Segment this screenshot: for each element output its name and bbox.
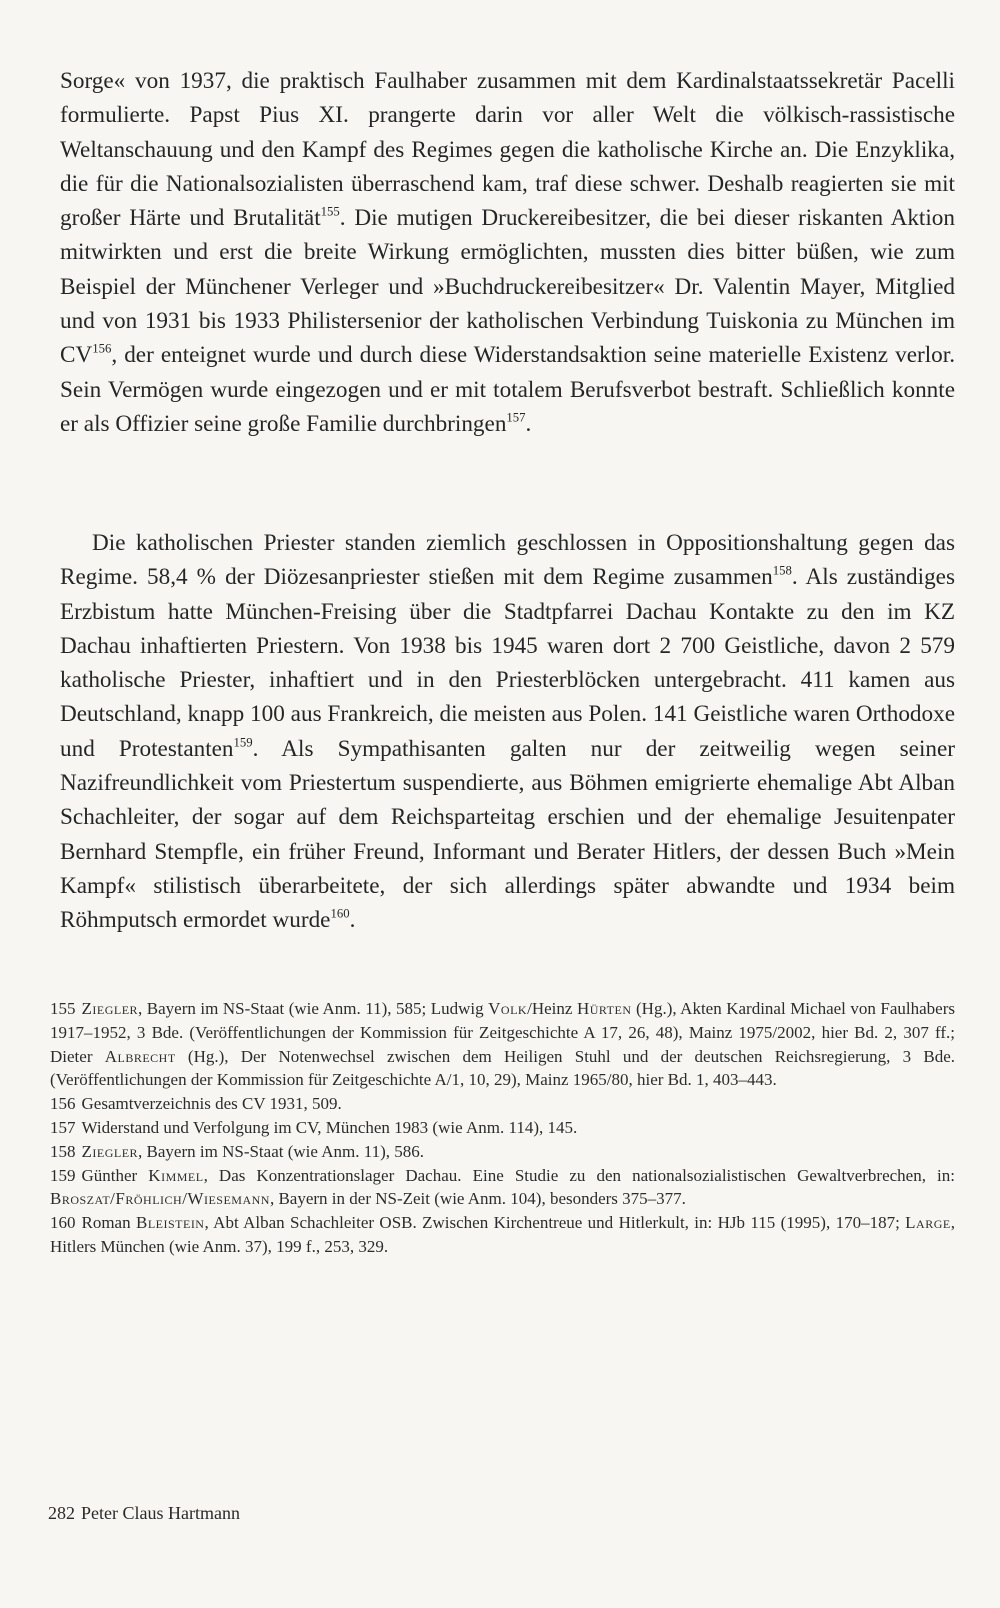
text-span: Widerstand und Verfolgung im CV, München 1983 (wie Anm. 114), 145. xyxy=(81,1117,578,1137)
text-span: . xyxy=(525,410,532,437)
footnote-ref-158[interactable]: 158 xyxy=(772,563,792,578)
text-span: . xyxy=(349,907,356,934)
text-span: . Die mutigen Druckereibesitzer, die bei dieser riskanten Aktion mitwirkten und erst die breite Wirkung ermöglichten, mussten dies bitter büßen, wie zum Beispiel der Münchener Verleger und »Buchdruckereibesitzer« Dr. Valentin Mayer, Mitglied und von 1931 bis 1933 Philistersenior der katholischen Verbindung Tuiskonia zu München im CV xyxy=(60,205,955,369)
text-span: Die katholischen Priester standen ziemlich geschlossen in Oppositionshaltung gegen das Regime. 58,4 % der Diözesanpriester stießen mit dem Regime zusammen xyxy=(60,530,955,591)
text-span: , Hitlers München (wie Anm. 37), 199 f., 253, 329. xyxy=(50,1213,955,1256)
footnote-158 xyxy=(50,1140,955,1164)
footnote-ref-159[interactable]: 159 xyxy=(233,735,253,750)
author-name: Large xyxy=(905,1213,951,1233)
author-name: Hürten xyxy=(576,999,632,1018)
author-name: Ziegler xyxy=(81,1141,139,1161)
text-span: , Bayern im NS-Staat (wie Anm. 11), 585; Ludwig xyxy=(138,999,489,1018)
text-span: , Bayern in der NS-Zeit (wie Anm. 104), besonders 375–377. xyxy=(269,1189,686,1209)
author-name: Albrecht xyxy=(104,1046,176,1066)
body-paragraph-2 xyxy=(60,526,955,938)
text-span: , Abt Alban Schachleiter OSB. Zwischen Kirchentreue und Hitlerkult, in: HJb 115 (1995), 170–187; xyxy=(204,1213,906,1233)
footnote-ref-160[interactable]: 160 xyxy=(330,906,350,921)
text-span: Sorge« von 1937, die praktisch Faulhaber zusammen mit dem Kardinalstaatssekretär Pacelli formulierte. Papst Pius XI. prangerte darin vor aller Welt die völkisch-rassistische Weltanschauung und den Kampf des Regimes gegen die katholische Kirche an. Die Enzyklika, die für die Nationalsozialisten überraschend kam, traf diese schwer. Deshalb reagierten sie mit großer Härte und Brutalität xyxy=(60,68,955,232)
page-footer xyxy=(48,1503,240,1524)
footnote-number: 159 xyxy=(50,1165,76,1185)
text-span: , Bayern im NS-Staat (wie Anm. 11), 586. xyxy=(138,1141,425,1161)
footnotes xyxy=(50,997,955,1259)
footnote-number: 157 xyxy=(50,1117,76,1137)
footnote-159 xyxy=(50,1164,955,1212)
footnote-156 xyxy=(50,1092,955,1116)
footnote-ref-156[interactable]: 156 xyxy=(92,341,112,356)
text-span: , Das Konzentrationslager Dachau. Eine Studie zu den nationalsozialistischen Gewaltverbrechen, in: xyxy=(203,1165,955,1185)
text-span: . Als zuständiges Erzbistum hatte München-Freising über die Stadtpfarrei Dachau Kontakte zu den im KZ Dachau inhaftierten Priestern. Von 1938 bis 1945 waren dort 2 700 Geistliche, davon 2 579 katholische Priester, inhaftiert und in den Priesterblöcken untergebracht. 411 kamen aus Deutschland, knapp 100 aus Frankreich, die meisten aus Polen. 141 Geistliche waren Orthodoxe und Protestanten xyxy=(60,564,955,762)
text-span: Gesamtverzeichnis des CV 1931, 509. xyxy=(81,1094,342,1114)
author-name: Broszat/Fröhlich/Wiesemann xyxy=(50,1189,270,1209)
footnote-ref-157[interactable]: 157 xyxy=(506,410,526,425)
author-name: Bleistein xyxy=(135,1213,205,1233)
footnote-157 xyxy=(50,1116,955,1140)
footnote-number: 158 xyxy=(50,1141,76,1161)
footnote-ref-155[interactable]: 155 xyxy=(320,204,340,219)
text-span: /Heinz xyxy=(527,999,577,1018)
text-span: . Als Sympathisanten galten nur der zeitweilig wegen seiner Nazifreundlichkeit vom Priestertum suspendierte, aus Böhmen emigrierte ehemalige Abt Alban Schachleiter, der sogar auf dem Reichsparteitag erschien und der ehemalige Jesuitenpater Bernhard Stempfle, ein früher Freund, Informant und Berater Hitlers, der dessen Buch »Mein Kampf« stilistisch überarbeitete, der sich allerdings später abwandte und 1934 beim Röhmputsch ermordet wurde xyxy=(60,735,955,934)
page-number: 282 xyxy=(48,1503,75,1523)
text-span: (Hg.), Der Notenwechsel zwischen dem Heiligen Stuhl und der deutschen Reichsregierung, 3 Bde. (Veröffentlichungen der Kommission für Zeitgeschichte A/1, 10, 29), Mainz 1965/80, hier Bd. 1, 403–443. xyxy=(50,1046,955,1090)
footnote-155 xyxy=(50,997,955,1092)
text-span: (Hg.), Akten Kardinal Michael von Faulhabers 1917–1952, 3 Bde. (Veröffentlichungen der Kommission für Zeitgeschichte A 17, 26, 48), Mainz 1975/2002, hier Bd. 2, 307 ff.; Dieter xyxy=(50,999,955,1066)
footnote-number: 155 xyxy=(50,999,76,1018)
author-name: Volk xyxy=(488,999,528,1018)
author-name: Kimmel xyxy=(148,1165,204,1185)
footnote-number: 160 xyxy=(50,1213,76,1233)
text-span: , der enteignet wurde und durch diese Widerstandsaktion seine materielle Existenz verlor. Sein Vermögen wurde eingezogen und er mit totalem Berufsverbot bestraft. Schließlich konnte er als Offizier seine große Familie durchbringen xyxy=(60,342,955,437)
text-span: Roman xyxy=(81,1213,136,1233)
footnote-number: 156 xyxy=(50,1094,76,1114)
author-name: Ziegler xyxy=(81,999,139,1018)
text-span: Günther xyxy=(81,1165,149,1185)
footnote-160 xyxy=(50,1211,955,1259)
running-footer-author: Peter Claus Hartmann xyxy=(81,1503,240,1523)
body-paragraph-1 xyxy=(60,64,955,441)
